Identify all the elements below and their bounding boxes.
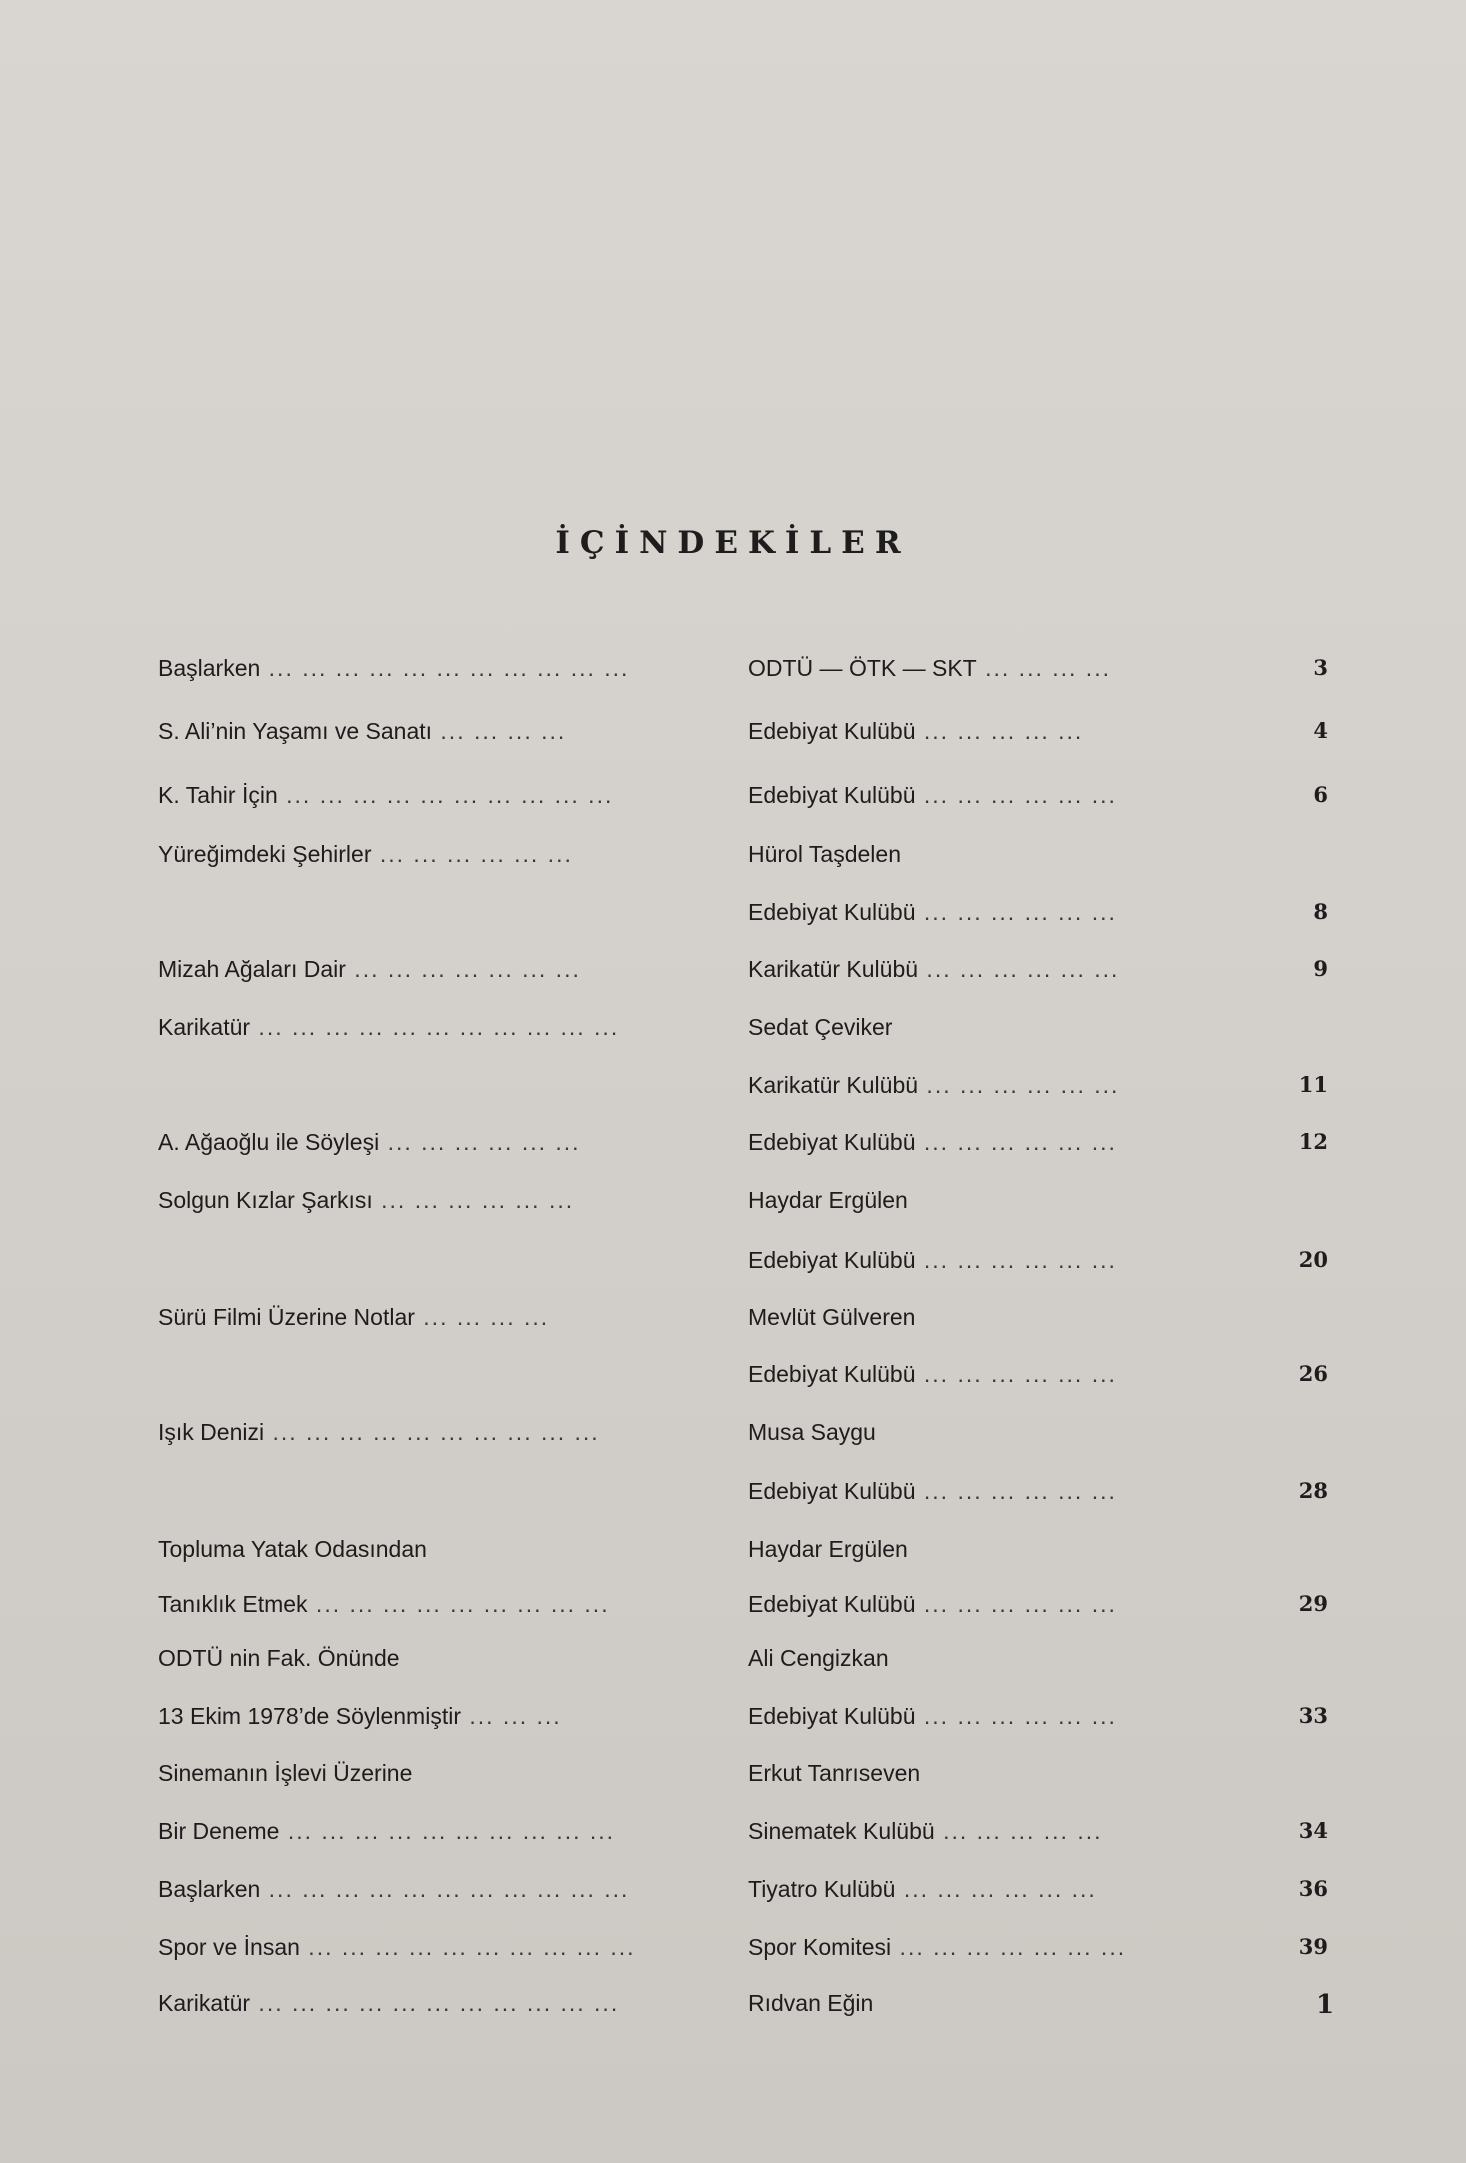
toc-entry-author-text: Haydar Ergülen — [748, 1187, 908, 1213]
toc-entry-title — [158, 952, 718, 986]
toc-entry-author-text: Karikatür Kulübü — [748, 956, 919, 982]
toc-entry-title-text: Işık Denizi — [158, 1419, 265, 1445]
toc-entry-author-text: Edebiyat Kulübü — [748, 1478, 916, 1504]
toc-entry-title — [158, 651, 718, 685]
toc-leader-dots: ... ... ... ... ... ... ... ... ... ... — [279, 1818, 616, 1844]
toc-leader-dots: ... ... ... ... ... ... ... ... ... ... ... — [260, 1876, 630, 1902]
toc-entry-author-text: Edebiyat Kulübü — [748, 899, 916, 925]
toc-entry-author — [748, 714, 1308, 748]
toc-entry-page: 20 — [1298, 1247, 1328, 1272]
toc-entry — [0, 714, 1466, 754]
toc-entry-author — [748, 778, 1308, 812]
toc-entry-author — [748, 1756, 1308, 1790]
toc-entry — [0, 1587, 1466, 1627]
toc-leader-dots: ... ... ... ... ... ... — [379, 1129, 581, 1155]
toc-entry-page: 29 — [1298, 1591, 1328, 1616]
toc-entry-title-text: Karikatür — [158, 1014, 251, 1040]
toc-entry — [0, 1641, 1466, 1681]
toc-entry — [0, 1814, 1466, 1854]
toc-leader-dots: ... ... ... ... ... ... ... ... ... ... ... — [260, 655, 630, 681]
toc-entry — [0, 1930, 1466, 1970]
toc-leader-dots: ... ... ... ... ... ... — [915, 1591, 1117, 1617]
toc-leader-dots: ... ... ... ... ... ... ... — [891, 1934, 1127, 1960]
toc-entry-page: 34 — [1298, 1818, 1328, 1843]
toc-leader-dots: ... ... ... ... ... — [934, 1818, 1103, 1844]
toc-entry — [0, 1183, 1466, 1223]
toc-entry — [0, 1756, 1466, 1796]
toc-leader-dots: ... ... ... ... ... ... ... ... ... — [307, 1591, 610, 1617]
toc-entry-title-text: Başlarken — [158, 1876, 261, 1902]
toc-entry-author-text: Edebiyat Kulübü — [748, 1247, 916, 1273]
toc-entry-author-text: Erkut Tanrıseven — [748, 1760, 921, 1786]
toc-entry-author — [748, 1183, 1308, 1217]
toc-entry-author — [748, 1243, 1308, 1277]
toc-entry-title — [158, 837, 718, 871]
toc-entry-author-text: Tiyatro Kulübü — [748, 1876, 896, 1902]
toc-entry — [0, 837, 1466, 877]
toc-entry-title-text: Tanıklık Etmek — [158, 1591, 308, 1617]
toc-leader-dots: ... ... ... ... ... ... — [371, 841, 573, 867]
toc-leader-dots: ... ... ... ... ... ... — [372, 1187, 575, 1213]
toc-leader-dots: ... ... ... ... ... ... ... ... ... ... — [277, 782, 614, 808]
toc-entry-author — [748, 1872, 1308, 1906]
toc-entry-author-text: Rıdvan Eğin — [748, 1990, 874, 2016]
toc-leader-dots: ... ... ... ... — [432, 718, 567, 744]
toc-entry-title — [158, 1872, 718, 1906]
toc-entry-title — [158, 1930, 718, 1964]
toc-entry-author-text: Sinematek Kulübü — [748, 1818, 935, 1844]
toc-entry-page: 39 — [1298, 1934, 1328, 1959]
toc-entry-author-text: ODTÜ — ÖTK — SKT — [748, 655, 977, 681]
toc-entry — [0, 1872, 1466, 1912]
toc-entry-author — [748, 1010, 1308, 1044]
toc-entry-page: 33 — [1298, 1703, 1328, 1728]
toc-entry-title-text: Bir Deneme — [158, 1818, 280, 1844]
toc-entry-page: 4 — [1313, 718, 1328, 743]
toc-entry-title-text: Topluma Yatak Odasından — [158, 1536, 427, 1562]
toc-leader-dots: ... ... ... ... — [414, 1304, 550, 1330]
page-title: İÇİNDEKİLER — [555, 525, 911, 561]
toc-entry-author-text: Edebiyat Kulübü — [748, 1591, 916, 1617]
toc-leader-dots: ... ... ... ... ... ... — [915, 1129, 1117, 1155]
toc-leader-dots: ... ... ... ... — [976, 655, 1111, 681]
toc-entry-title-text: A. Ağaoğlu ile Söyleşi — [158, 1129, 380, 1155]
toc-entry-page: 36 — [1298, 1876, 1328, 1901]
toc-entry-title — [158, 1986, 718, 2020]
toc-entry — [0, 1474, 1466, 1514]
toc-entry-author-text: Edebiyat Kulübü — [748, 718, 916, 744]
toc-entry-author — [748, 1587, 1308, 1621]
toc-leader-dots: ... ... ... ... ... ... — [918, 1072, 1120, 1098]
toc-entry-page: 11 — [1298, 1072, 1328, 1097]
toc-entry-author-text: Ali Cengizkan — [748, 1645, 889, 1671]
toc-leader-dots: ... ... ... ... ... ... ... ... ... ... — [264, 1419, 600, 1445]
toc-entry-title — [158, 1300, 718, 1334]
toc-leader-dots: ... ... ... ... ... ... — [915, 1361, 1117, 1387]
toc-entry-author — [748, 651, 1308, 685]
toc-entry-author-text: Hürol Taşdelen — [748, 841, 902, 867]
toc-entry-author — [748, 1641, 1308, 1675]
toc-entry-page: 28 — [1298, 1478, 1328, 1503]
toc-entry-page: 26 — [1298, 1361, 1328, 1386]
toc-entry-title — [158, 714, 718, 748]
toc-leader-dots: ... ... ... ... ... ... — [915, 1478, 1117, 1504]
toc-entry-title-text: Başlarken — [158, 655, 261, 681]
toc-entry — [0, 895, 1466, 935]
toc-entry-page: 8 — [1313, 899, 1328, 924]
toc-entry-title-text: K. Tahir İçin — [158, 782, 278, 808]
toc-entry-title — [158, 1814, 718, 1848]
toc-entry-author — [748, 1699, 1308, 1733]
page-number: 1 — [1316, 1990, 1335, 2020]
toc-entry — [0, 1010, 1466, 1050]
toc-entry-page: 6 — [1313, 782, 1328, 807]
toc-entry-title-text: Yüreğimdeki Şehirler — [158, 841, 372, 867]
toc-entry-title — [158, 1415, 718, 1449]
toc-entry-author-text: Musa Saygu — [748, 1419, 876, 1445]
toc-leader-dots: ... ... ... ... ... ... ... ... ... ... — [299, 1934, 636, 1960]
toc-entry — [0, 778, 1466, 818]
toc-entry-author — [748, 1986, 1308, 2020]
toc-entry-title-text: ODTÜ nin Fak. Önünde — [158, 1645, 400, 1671]
toc-entry-author-text: Edebiyat Kulübü — [748, 782, 916, 808]
toc-entry-title-text: Mizah Ağaları Dair — [158, 956, 346, 982]
toc-leader-dots: ... ... ... ... ... ... — [915, 1703, 1117, 1729]
toc-entry-page: 3 — [1313, 655, 1328, 680]
toc-entry — [0, 1300, 1466, 1340]
toc-entry — [0, 1699, 1466, 1739]
toc-entry-author-text: Sedat Çeviker — [748, 1014, 893, 1040]
toc-leader-dots: ... ... ... ... ... — [915, 718, 1084, 744]
toc-leader-dots: ... ... ... ... ... ... — [915, 782, 1117, 808]
toc-entry-author-text: Edebiyat Kulübü — [748, 1361, 916, 1387]
toc-entry-author-text: Mevlüt Gülveren — [748, 1304, 916, 1330]
toc-entry-author-text: Haydar Ergülen — [748, 1536, 908, 1562]
toc-entry-author — [748, 1300, 1308, 1334]
toc-entry-title-text: Solgun Kızlar Şarkısı — [158, 1187, 373, 1213]
toc-entry-author-text: Edebiyat Kulübü — [748, 1129, 916, 1155]
toc-leader-dots: ... ... ... ... ... ... — [918, 956, 1120, 982]
toc-entry-author — [748, 1068, 1308, 1102]
toc-entry — [0, 1243, 1466, 1283]
toc-entry-author-text: Spor Komitesi — [748, 1934, 892, 1960]
toc-entry-title-text: Sürü Filmi Üzerine Notlar — [158, 1304, 415, 1330]
toc-leader-dots: ... ... ... ... ... ... — [895, 1876, 1097, 1902]
toc-entry-title — [158, 1125, 718, 1159]
toc-entry-author — [748, 1930, 1308, 1964]
toc-entry-title — [158, 1641, 718, 1675]
toc-entry-title — [158, 1756, 718, 1790]
toc-entry — [0, 1068, 1466, 1108]
toc-entry — [0, 1125, 1466, 1165]
toc-leader-dots: ... ... ... ... ... ... ... ... ... ... ... — [250, 1990, 620, 2016]
toc-entry-title-text: 13 Ekim 1978’de Söylenmiştir — [158, 1703, 461, 1729]
toc-entry-author — [748, 952, 1308, 986]
toc-entry-author — [748, 1357, 1308, 1391]
toc-leader-dots: ... ... ... ... ... ... — [915, 1247, 1117, 1273]
toc-leader-dots: ... ... ... — [460, 1703, 562, 1729]
toc-entry-title — [158, 778, 718, 812]
toc-entry — [0, 952, 1466, 992]
toc-entry-title — [158, 1010, 718, 1044]
toc-entry — [0, 1415, 1466, 1455]
toc-entry-page: 9 — [1313, 956, 1328, 981]
toc-entry-page: 12 — [1298, 1129, 1328, 1154]
toc-entry-title-text: Sinemanın İşlevi Üzerine — [158, 1760, 413, 1786]
toc-entry-author — [748, 1415, 1308, 1449]
toc-entry-title-text: Karikatür — [158, 1990, 251, 2016]
toc-entry-author — [748, 1125, 1308, 1159]
toc-entry — [0, 1357, 1466, 1397]
toc-leader-dots: ... ... ... ... ... ... ... — [345, 956, 581, 982]
toc-entry-author-text: Edebiyat Kulübü — [748, 1703, 916, 1729]
toc-entry — [0, 1986, 1466, 2026]
toc-entry — [0, 1532, 1466, 1572]
toc-entry-title — [158, 1532, 718, 1566]
toc-entry-title-text: S. Ali’nin Yaşamı ve Sanatı — [158, 718, 433, 744]
toc-entry-author-text: Karikatür Kulübü — [748, 1072, 919, 1098]
toc-entry-title — [158, 1587, 718, 1621]
toc-entry-author — [748, 895, 1308, 929]
toc-entry-title-text: Spor ve İnsan — [158, 1934, 300, 1960]
toc-entry-title — [158, 1699, 718, 1733]
toc-entry — [0, 651, 1466, 691]
toc-entry-author — [748, 837, 1308, 871]
toc-leader-dots: ... ... ... ... ... ... ... ... ... ... ... — [250, 1014, 620, 1040]
toc-leader-dots: ... ... ... ... ... ... — [915, 899, 1117, 925]
toc-entry-author — [748, 1532, 1308, 1566]
toc-entry-author — [748, 1814, 1308, 1848]
toc-entry-title — [158, 1183, 718, 1217]
toc-entry-author — [748, 1474, 1308, 1508]
